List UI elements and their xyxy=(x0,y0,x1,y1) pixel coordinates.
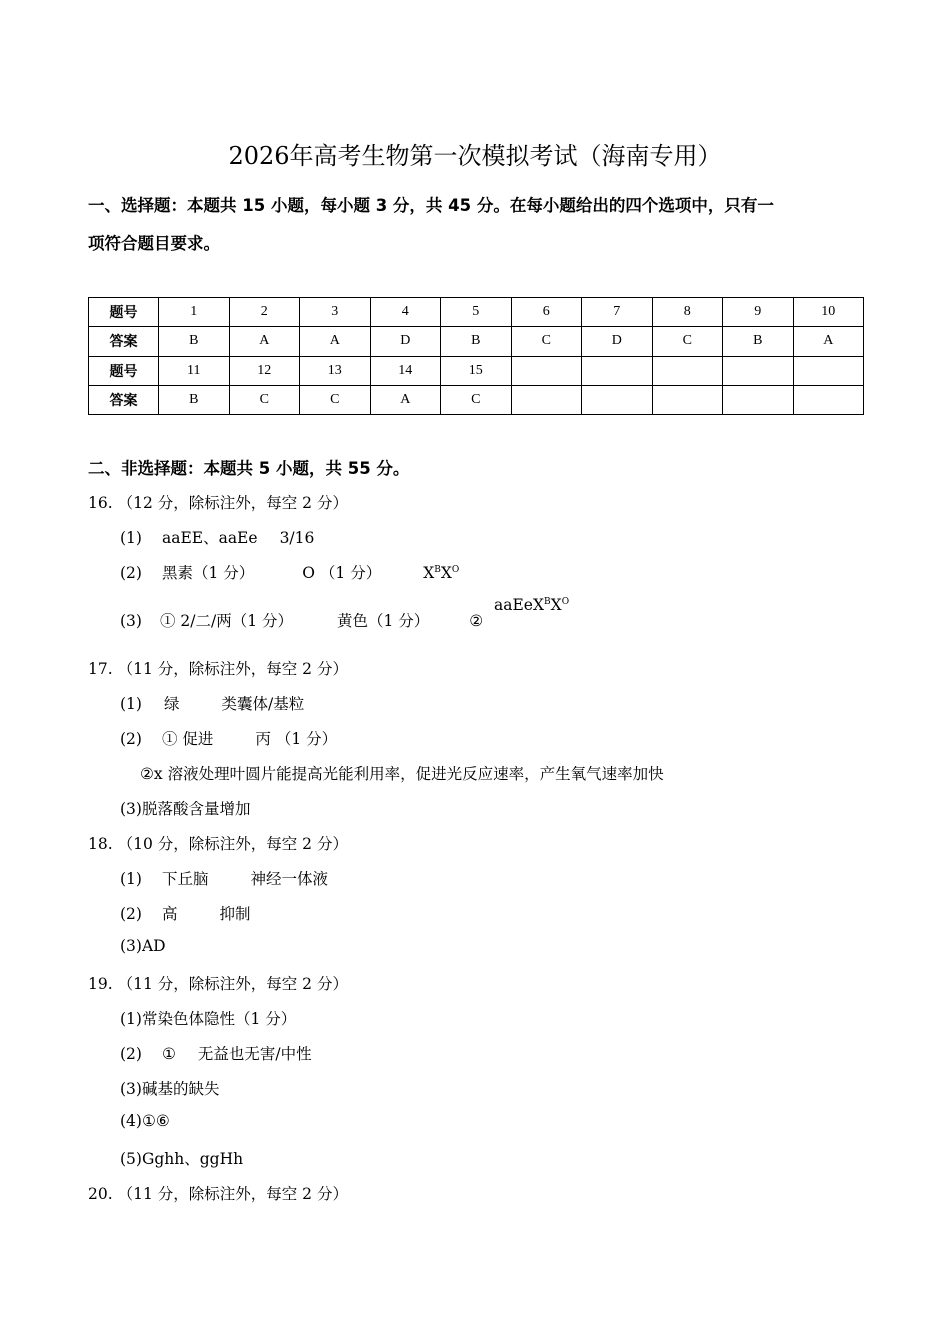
table-cell: 8 xyxy=(652,298,723,327)
table-cell: 9 xyxy=(723,298,794,327)
table-cell: D xyxy=(370,327,441,356)
table-cell xyxy=(652,356,723,385)
q17-part1 xyxy=(120,692,304,714)
table-cell xyxy=(511,356,582,385)
answer-text: 神经一体液 xyxy=(250,870,328,888)
q17-part2 xyxy=(120,727,337,749)
table-cell: A xyxy=(370,385,441,414)
q16-part3-genotype: $aaEeX^BX^O$ xyxy=(494,596,570,614)
q19-part3: (3)碱基的缺失 xyxy=(120,1080,220,1098)
table-cell: 5 xyxy=(441,298,512,327)
answer-text: 高 xyxy=(161,905,178,923)
table-cell: A xyxy=(793,327,864,356)
table-row xyxy=(89,327,864,356)
table-cell xyxy=(652,385,723,414)
table-cell: D xyxy=(582,327,653,356)
table-cell xyxy=(511,385,582,414)
part-number: (2) xyxy=(120,905,142,923)
table-cell: 15 xyxy=(441,356,512,385)
answer-text: 无益也无害/中性 xyxy=(197,1045,312,1063)
table-cell: C xyxy=(300,385,371,414)
section2-heading: 二、非选择题：本题共 5 小题，共 55 分。 xyxy=(88,459,410,478)
q20-header: 20. （11 分，除标注外，每空 2 分） xyxy=(88,1185,348,1203)
answer-text: 下丘脑 xyxy=(161,870,209,888)
q16-part2 xyxy=(120,561,459,583)
q18-part3: (3)AD xyxy=(120,937,166,955)
answer-text: ① xyxy=(161,1045,176,1063)
q17-header: 17. （11 分，除标注外，每空 2 分） xyxy=(88,660,348,678)
table-cell: C xyxy=(511,327,582,356)
answer-text: 3/16 xyxy=(279,529,315,547)
table-cell xyxy=(723,385,794,414)
table-cell xyxy=(723,356,794,385)
table-cell: 2 xyxy=(229,298,300,327)
answer-text: 黄色（1 分） xyxy=(337,612,430,630)
answer-table xyxy=(88,297,864,415)
answer-text: 丙 （1 分） xyxy=(255,730,338,748)
table-cell: C xyxy=(441,385,512,414)
table-cell: B xyxy=(441,327,512,356)
table-cell xyxy=(582,356,653,385)
table-cell: B xyxy=(159,327,230,356)
table-cell: B xyxy=(159,385,230,414)
section1-line1: 一、选择题：本题共 15 小题，每小题 3 分，共 45 分。在每小题给出的四个选项中，只有一 xyxy=(88,196,774,215)
part-number: (2) xyxy=(120,1045,142,1063)
table-cell: 6 xyxy=(511,298,582,327)
answer-text: aaEE、aaEe xyxy=(161,529,258,547)
q17-part3: (3)脱落酸含量增加 xyxy=(120,800,251,818)
q16-part1 xyxy=(120,526,314,548)
q19-part5: (5)Gghh、ggHh xyxy=(120,1150,244,1168)
table-label-answer: 答案 xyxy=(89,385,159,414)
q18-part2 xyxy=(120,902,251,924)
table-cell: 13 xyxy=(300,356,371,385)
table-cell xyxy=(582,385,653,414)
table-cell: 1 xyxy=(159,298,230,327)
section1-line2: 项符合题目要求。 xyxy=(88,234,220,253)
table-row xyxy=(89,356,864,385)
answer-text: O （1 分） xyxy=(302,564,382,582)
part-number: (2) xyxy=(120,730,142,748)
genotype-text: $X^BX^O$ xyxy=(423,564,460,582)
part-number: (3) xyxy=(120,612,142,630)
table-cell: 11 xyxy=(159,356,230,385)
q17-part2-explanation: ②x 溶液处理叶圆片能提高光能利用率，促进光反应速率，产生氧气速率加快 xyxy=(140,765,664,783)
table-label-question: 题号 xyxy=(89,298,159,327)
answer-text: ① 2/二/两（1 分） xyxy=(159,612,293,630)
table-cell: 14 xyxy=(370,356,441,385)
table-row xyxy=(89,385,864,414)
table-cell xyxy=(793,385,864,414)
q19-part2 xyxy=(120,1042,312,1064)
table-label-answer: 答案 xyxy=(89,327,159,356)
table-label-question: 题号 xyxy=(89,356,159,385)
table-cell: B xyxy=(723,327,794,356)
answer-text: 抑制 xyxy=(219,905,251,923)
q16-header: 16. （12 分，除标注外，每空 2 分） xyxy=(88,494,348,512)
table-cell: A xyxy=(229,327,300,356)
q19-part4: (4)①⑥ xyxy=(120,1112,170,1130)
q18-header: 18. （10 分，除标注外，每空 2 分） xyxy=(88,835,348,853)
table-cell: C xyxy=(652,327,723,356)
q19-part1: (1)常染色体隐性（1 分） xyxy=(120,1010,297,1028)
answer-text: ① 促进 xyxy=(161,730,214,748)
table-cell: 10 xyxy=(793,298,864,327)
table-cell: 4 xyxy=(370,298,441,327)
answer-text: ② xyxy=(469,612,484,630)
q18-part1 xyxy=(120,867,328,889)
part-number: (1) xyxy=(120,529,142,547)
part-number: (2) xyxy=(120,564,142,582)
table-cell: 3 xyxy=(300,298,371,327)
table-cell: C xyxy=(229,385,300,414)
page-title: 2026年高考生物第一次模拟考试（海南专用） xyxy=(228,142,722,170)
table-row xyxy=(89,298,864,327)
q19-header: 19. （11 分，除标注外，每空 2 分） xyxy=(88,975,348,993)
table-cell: 7 xyxy=(582,298,653,327)
table-cell: A xyxy=(300,327,371,356)
q16-part3 xyxy=(120,609,483,631)
part-number: (1) xyxy=(120,695,142,713)
answer-text: 黑素（1 分） xyxy=(161,564,255,582)
answer-text: 类囊体/基粒 xyxy=(221,695,305,713)
answer-text: 绿 xyxy=(163,695,180,713)
part-number: (1) xyxy=(120,870,142,888)
table-cell: 12 xyxy=(229,356,300,385)
table-cell xyxy=(793,356,864,385)
